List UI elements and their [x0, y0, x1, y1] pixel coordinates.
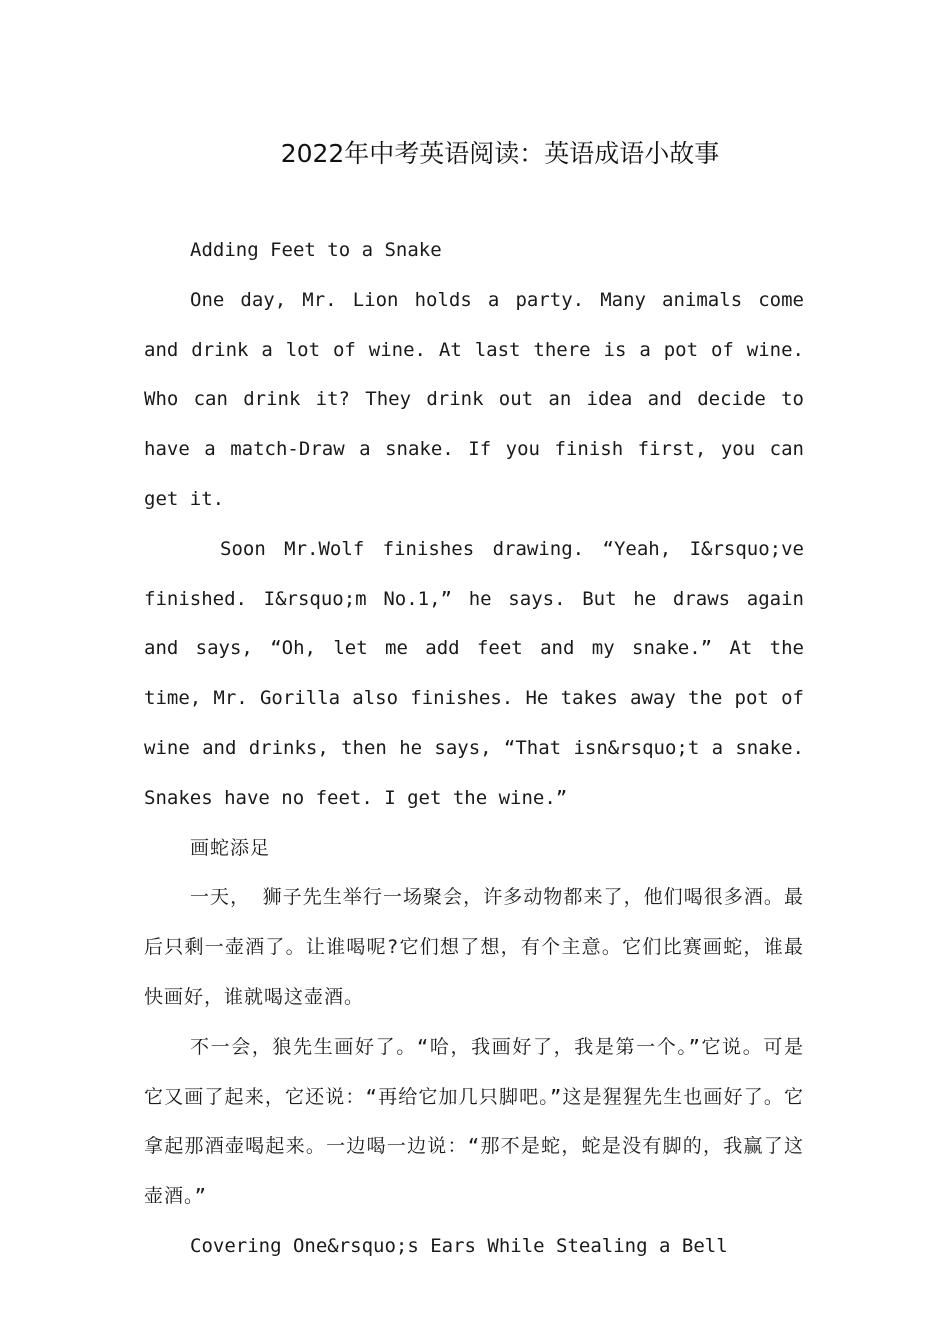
document-body	[144, 226, 804, 1272]
story-heading-english: Covering One&rsquo;s Ears While Stealing a Bell	[190, 1234, 728, 1257]
story-paragraph-chinese: 一天， 狮子先生举行一场聚会，许多动物都来了，他们喝很多酒。最后只剩一壶酒了。让谁喝呢?它们想了想，有个主意。它们比赛画蛇，谁最快画好，谁就喝这壶酒。	[144, 886, 804, 1008]
story-paragraph-chinese: 不一会，狼先生画好了。“哈，我画好了，我是第一个。”它说。可是它又画了起来，它还说：“再给它加几只脚吧。”这是猩猩先生也画好了。它拿起那酒壶喝起来。一边喝一边说：“那不是蛇，蛇是没有脚的，我赢了这壶酒。”	[144, 1035, 804, 1208]
story-paragraph: Soon Mr.Wolf finishes drawing. “Yeah, I&rsquo;ve finished. I&rsquo;m No.1,” he says. But he draws again and says, “Oh, let me add feet and my snake.” At the time, Mr. Gorilla also finishes. He takes away the pot of wine and drinks, then he says, “That isn&rsquo;t a snake. Snakes have no feet. I get the wine.”	[144, 537, 804, 809]
story-heading-chinese: 画蛇添足	[190, 836, 271, 859]
story-heading-english: Adding Feet to a Snake	[190, 239, 442, 261]
story-paragraph: One day, Mr. Lion holds a party. Many animals come and drink a lot of wine. At last there is a pot of wine. Who can drink it? They drink out an idea and decide to have a match-Draw a snake. If you finish first, you can get it.	[144, 288, 804, 510]
page-title: 2022年中考英语阅读：英语成语小故事	[280, 139, 720, 168]
